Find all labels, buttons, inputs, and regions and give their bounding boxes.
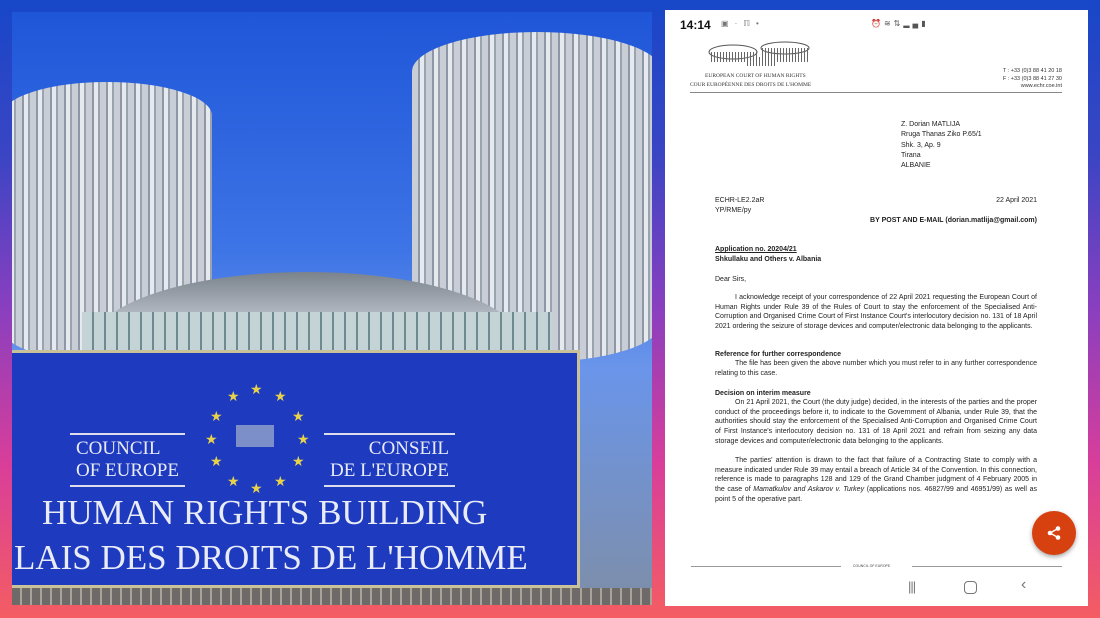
mute-icon: · xyxy=(734,19,744,28)
court-building-photo xyxy=(12,12,652,605)
star-icon: ★ xyxy=(210,453,223,469)
paragraph-text: I acknowledge receipt of your correspondence of 22 April 2021 requesting the European Court of Human Rights under Rule 39 of the Rules of Court to stay the enforcement of the Specialised Anti-Corruption and Organised Crime Court of First Instance Court's interlocutory decision no. 131 of 18 April 2021 ordering the seizure of storage devices and computer/electronic data belonging to the applicants. xyxy=(715,294,1037,331)
4g-icon: ⇅ xyxy=(893,19,904,28)
back-icon[interactable]: ‹ xyxy=(1021,576,1027,593)
battery-icon: ▮ xyxy=(921,19,929,28)
footer-text: COUNCIL OF EUROPE xyxy=(853,564,891,568)
status-time: 14:14 xyxy=(680,18,711,32)
council-emblem xyxy=(236,425,274,447)
sign-text: DE L'EUROPE xyxy=(330,460,450,481)
fax-number: F : +33 (0)3 88 41 27 30 xyxy=(1002,75,1062,82)
website-link: www.echr.coe.int xyxy=(1020,83,1062,89)
sign-title-fr: LAIS DES DROITS DE L'HOMME xyxy=(14,538,528,577)
salutation: Dear Sirs, xyxy=(715,276,747,283)
sign-title-en: HUMAN RIGHTS BUILDING xyxy=(42,493,488,532)
star-icon: ★ xyxy=(292,408,305,424)
signal-icon: ▂▄ xyxy=(903,19,922,28)
star-icon: ★ xyxy=(274,473,287,489)
reference-code: ECHR-LE2.2aR xyxy=(715,197,765,204)
fence xyxy=(12,588,652,605)
star-icon: ★ xyxy=(205,431,218,447)
vibrate-icon: ≋ xyxy=(883,19,894,28)
sign-text: CONSEIL xyxy=(368,438,450,459)
contact-block xyxy=(1003,68,1062,91)
paragraph-text: On 21 April 2021, the Court (the duty judge) decided, in the interests of the parties and the proper conduct of the proceedings before it, to indicate to the Government of Albania, under Rule 39, that the authorities should stay the enforcement of the Specialised Anti-Corruption and Organised Crime Court of First Instance's interlocutory decision no. 131 of 18 April 2021 and refrain from seizing any data storage devices and computer/electronic data belonging to the applicants. xyxy=(715,399,1037,445)
recipient-address xyxy=(901,120,982,171)
star-icon: ★ xyxy=(297,431,310,447)
sign-council-left xyxy=(70,433,185,487)
star-icon: ★ xyxy=(292,453,305,469)
star-icon: ★ xyxy=(210,408,223,424)
paragraph-text: The file has been given the above number which you must refer to in any further correspondence relating to this case. xyxy=(715,360,1037,377)
star-icon: ★ xyxy=(227,388,240,404)
header-divider xyxy=(690,92,1062,93)
letter-date: 22 April 2021 xyxy=(996,197,1037,204)
star-icon: ★ xyxy=(250,381,263,397)
paragraph-reference xyxy=(715,359,1037,378)
star-icon: ★ xyxy=(227,473,240,489)
paragraph-attention xyxy=(715,456,1037,505)
cited-case: Mamatkulov and Askarov v. Turkey xyxy=(753,486,865,494)
status-right-icons xyxy=(871,19,929,28)
address-line: ALBANIE xyxy=(901,162,931,170)
paragraph-acknowledgement xyxy=(715,293,1037,332)
address-line: Rruga Thanas Ziko P.65/1 xyxy=(901,131,982,139)
sign-text: OF EUROPE xyxy=(76,460,179,481)
phone-screen xyxy=(665,10,1088,606)
home-icon[interactable] xyxy=(964,581,977,594)
sign-text: COUNCIL xyxy=(76,438,161,459)
share-button[interactable] xyxy=(1032,511,1076,555)
reference-initials: YP/RME/py xyxy=(715,207,752,214)
section-heading-reference: Reference for further correspondence xyxy=(715,351,842,358)
section-heading-decision: Decision on interim measure xyxy=(715,390,811,397)
org-name-fr: COUR EUROPÉENNE DES DROITS DE L'HOMME xyxy=(690,82,812,88)
case-title: Shkullaku and Others v. Albania xyxy=(715,256,822,263)
application-number: Application no. 20204/21 xyxy=(715,246,797,253)
status-left-icons xyxy=(721,19,765,28)
council-of-europe-sign xyxy=(12,350,580,588)
share-icon xyxy=(1046,525,1062,541)
paragraph-decision xyxy=(715,398,1037,447)
footer-divider xyxy=(912,566,1062,567)
star-icon: ★ xyxy=(250,480,263,496)
recent-apps-icon[interactable]: ||| xyxy=(908,579,916,594)
echr-logo-icon xyxy=(705,40,825,68)
delivery-method: BY POST AND E-MAIL (dorian.matlija@gmail.com) xyxy=(870,217,1037,224)
address-line: Tirana xyxy=(901,151,921,159)
signal-mode-icon: ℿ xyxy=(743,19,757,28)
dot-icon: • xyxy=(756,19,765,28)
paragraph-text: The parties' attention is drawn to the fact that failure of a Contracting State to comply with a measure indicated under Rule 39 may entail a breach of Article 34 of the Convention. In this connection, reference is made to paragraphs 128 and 129 of the Grand Chamber judgment of 4 February 2005 in the case of xyxy=(715,457,1037,494)
image-icon: ▣ xyxy=(721,19,735,28)
address-line: Shk. 3, Ap. 9 xyxy=(901,141,941,149)
org-name-en: EUROPEAN COURT OF HUMAN RIGHTS xyxy=(705,73,806,79)
alarm-icon: ⏰ xyxy=(871,19,884,28)
footer-divider xyxy=(691,566,841,567)
phone-number: T : +33 (0)3 88 41 20 18 xyxy=(1002,68,1062,74)
paragraph-text: (applications nos. 46827/99 and 46951/99) as well as point 5 of the operative part. xyxy=(715,486,1037,503)
star-icon: ★ xyxy=(274,388,287,404)
sign-conseil-right xyxy=(324,433,455,487)
address-line: Z. Dorian MATLIJA xyxy=(901,121,960,128)
